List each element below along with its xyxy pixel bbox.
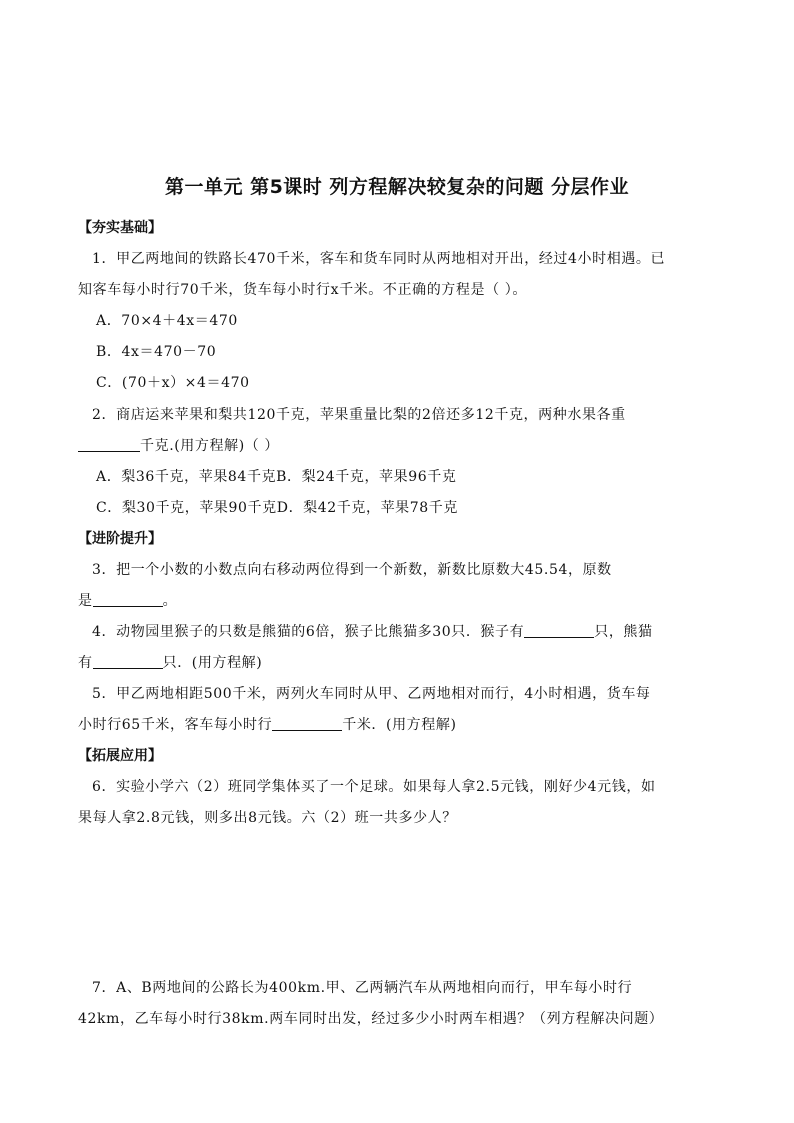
q3-line1: 3．把一个小数的小数点向右移动两位得到一个新数，新数比原数大45.54，原数 bbox=[92, 562, 612, 578]
q1-line2: 知客车每小时行70千米，货车每小时行x千米。不正确的方程是（ ）。 bbox=[78, 282, 527, 298]
q2-options-row2: C．梨30千克，苹果90千克D．梨42千克，苹果78千克 bbox=[96, 500, 458, 516]
q7-line2: 42km，乙车每小时行38km.两车同时出发，经过多少小时两车相遇？（列方程解决问题） bbox=[78, 1011, 664, 1027]
section-heading-extended: 【拓展应用】 bbox=[78, 748, 162, 764]
q5-line2: 小时行65千米，客车每小时行 千米．(用方程解) bbox=[78, 717, 457, 733]
answer-blank[interactable] bbox=[93, 654, 163, 669]
q1-option-c: C．(70＋x）×4＝470 bbox=[96, 375, 250, 391]
q4-line2: 有 只．(用方程解) bbox=[78, 655, 263, 671]
q5-line1: 5．甲乙两地相距500千米，两列火车同时从甲、乙两地相对而行，4小时相遇，货车每 bbox=[92, 686, 651, 702]
page-title: 第一单元 第5课时 列方程解决较复杂的问题 分层作业 bbox=[164, 176, 630, 198]
q6-line1: 6．实验小学六（2）班同学集体买了一个足球。如果每人拿2.5元钱，刚好少4元钱，如 bbox=[92, 779, 656, 795]
q2-line2: 千克.(用方程解)（ ） bbox=[78, 435, 279, 455]
answer-blank[interactable] bbox=[272, 716, 342, 731]
q6-line2: 果每人拿2.8元钱，则多出8元钱。六（2）班一共多少人？ bbox=[78, 810, 457, 826]
q7-line1: 7．A、B两地间的公路长为400km.甲、乙两辆汽车从两地相向而行，甲车每小时行 bbox=[92, 980, 633, 996]
answer-blank[interactable] bbox=[524, 623, 594, 638]
q2-line1: 2．商店运来苹果和梨共120千克，苹果重量比梨的2倍还多12千克，两种水果各重 bbox=[92, 407, 626, 423]
q2-options-row1: A．梨36千克，苹果84千克B．梨24千克，苹果96千克 bbox=[96, 469, 457, 485]
section-heading-advanced: 【进阶提升】 bbox=[78, 531, 162, 547]
answer-blank[interactable] bbox=[93, 592, 163, 607]
q3-line2: 是 。 bbox=[78, 593, 178, 609]
q1-option-b: B．4x＝470－70 bbox=[96, 344, 217, 360]
answer-blank[interactable] bbox=[78, 437, 140, 452]
q1-line1: 1．甲乙两地间的铁路长470千米，客车和货车同时从两地相对开出，经过4小时相遇。已 bbox=[92, 251, 666, 267]
q4-line1: 4．动物园里猴子的只数是熊猫的6倍，猴子比熊猫多30只．猴子有 只，熊猫 bbox=[92, 624, 653, 640]
q1-option-a: A．70×4＋4x＝470 bbox=[96, 313, 238, 329]
section-heading-basic: 【夯实基础】 bbox=[78, 220, 162, 236]
